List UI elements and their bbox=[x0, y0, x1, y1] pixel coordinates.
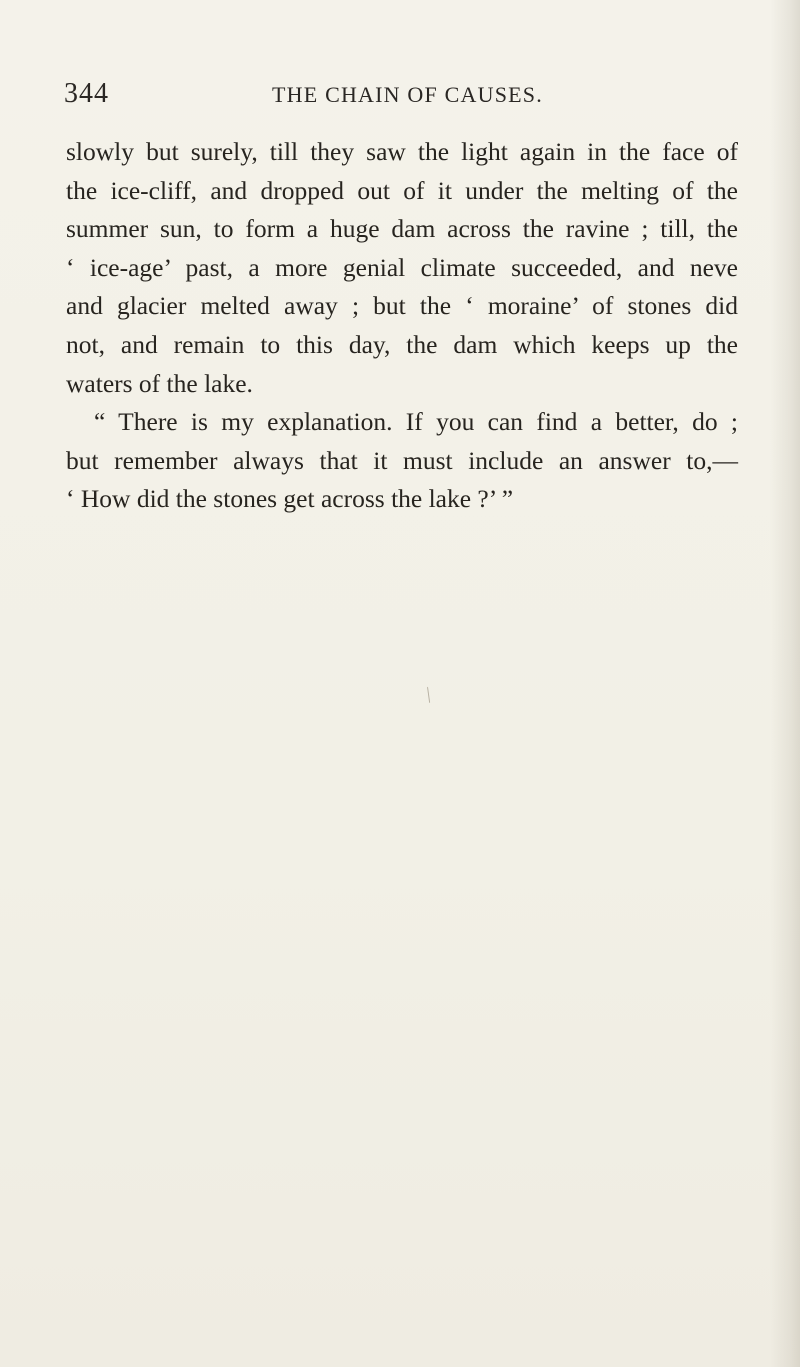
text-line: slowly but surely, till they saw the light again in the face of bbox=[66, 137, 738, 166]
text-line: and glacier melted away ; but the ‘ moraine’ of stones did bbox=[66, 291, 738, 321]
running-title: THE CHAIN OF CAUSES. bbox=[272, 82, 543, 107]
body-text bbox=[66, 133, 738, 519]
text-line: not, and remain to this day, the dam which keeps up the bbox=[66, 329, 738, 359]
text-line: waters of the lake. bbox=[66, 368, 253, 398]
page-number: 344 bbox=[64, 78, 109, 109]
text-line: “ There is my explanation. If you can find a better, do ; bbox=[94, 407, 738, 437]
text-line: ‘ How did the stones get across the lake ?’ ” bbox=[66, 484, 514, 514]
text-line: ‘ ice-age’ past, a more genial climate succeeded, and neve bbox=[66, 252, 738, 282]
running-head bbox=[0, 74, 800, 114]
text-line: but remember always that it must include an answer to,— bbox=[66, 445, 738, 475]
stray-pencil-mark-icon: ╱ bbox=[421, 687, 436, 703]
text-line: the ice-cliff, and dropped out of it under the melting of the bbox=[66, 175, 738, 205]
text-line: summer sun, to form a huge dam across the ravine ; till, the bbox=[66, 214, 738, 244]
